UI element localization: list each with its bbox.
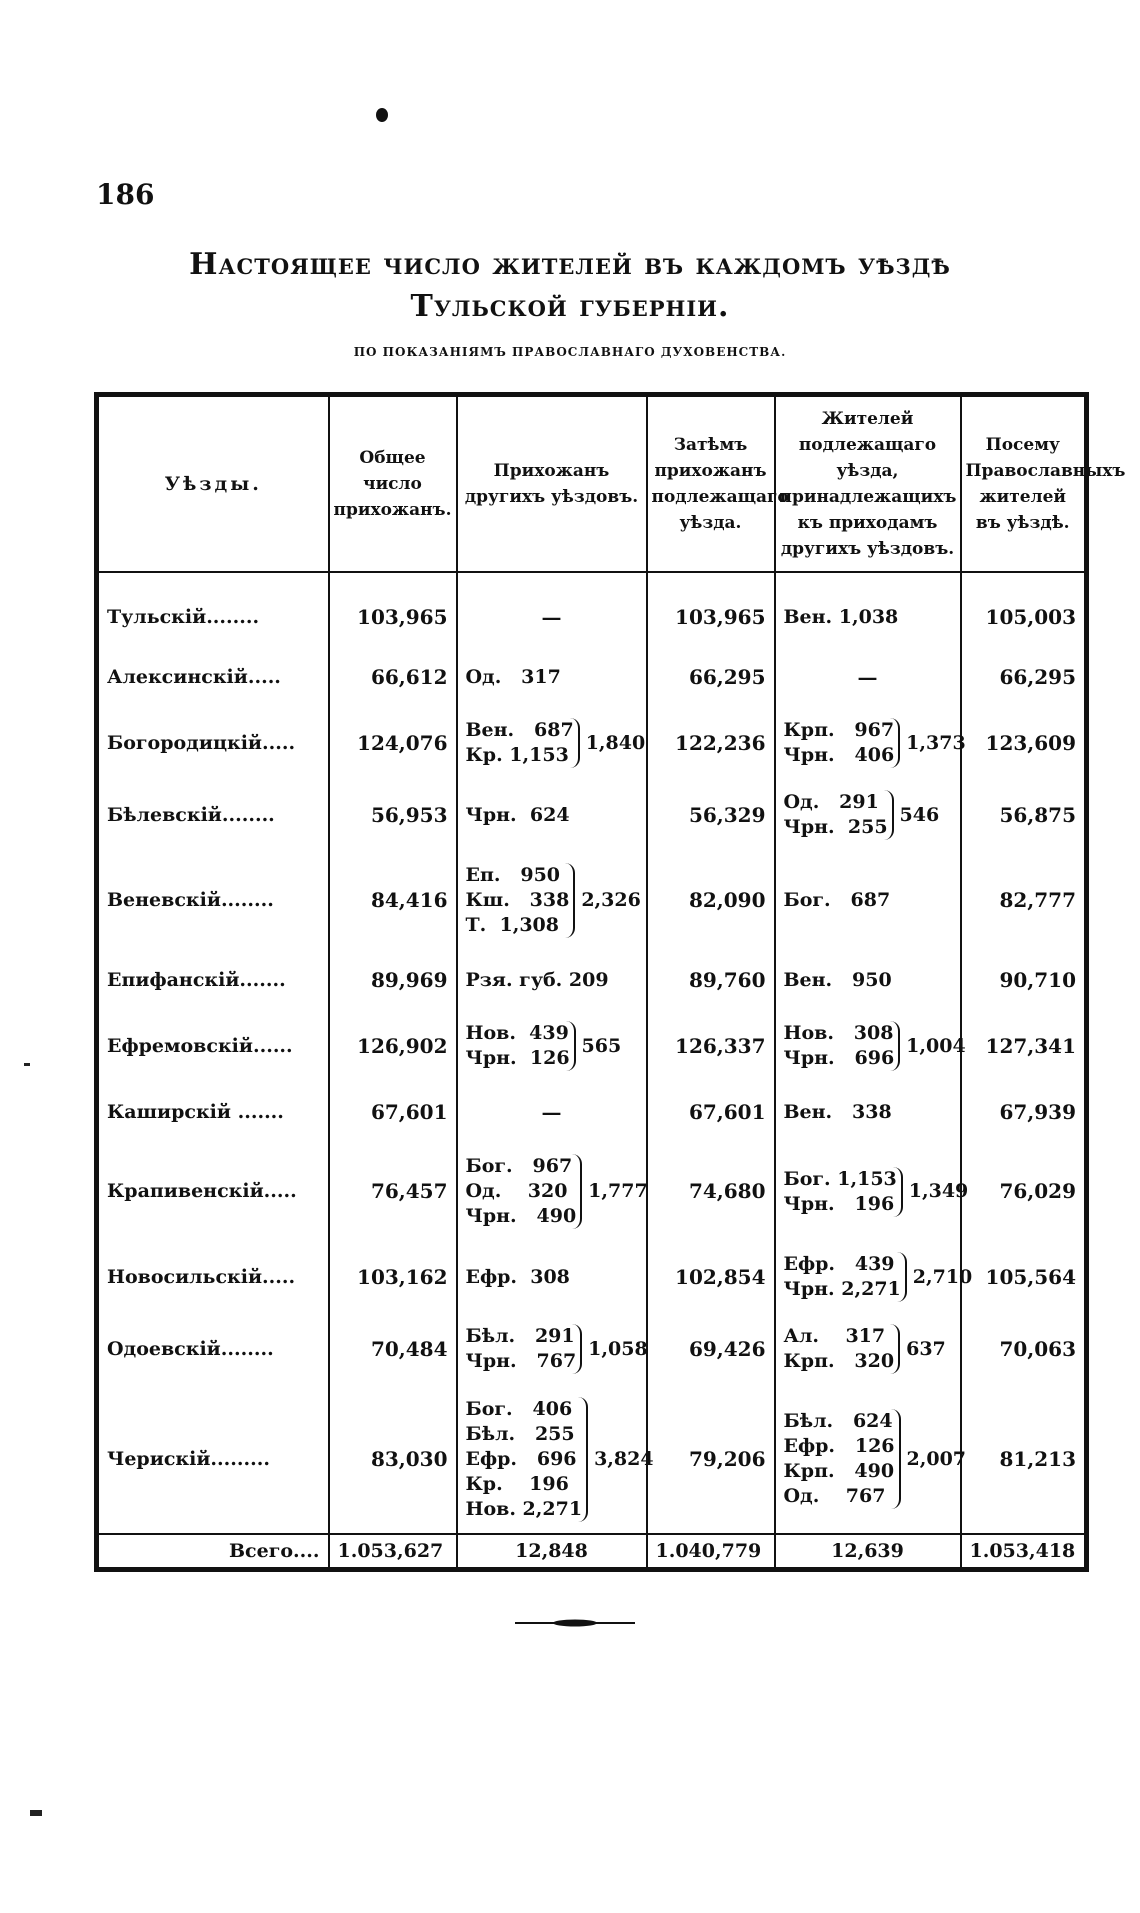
header-other-parishioners: Прихожанъ другихъ уѣздовъ. xyxy=(457,395,647,573)
totals-row xyxy=(97,1534,1087,1570)
other-parish-group xyxy=(466,968,638,993)
resident-sum: 1,373 xyxy=(906,731,966,754)
own-parishioners: 74,680 xyxy=(647,1142,775,1241)
other-parish-entry: Чрн. 126 xyxy=(465,1047,570,1069)
other-parish-group xyxy=(465,1154,648,1229)
table-row xyxy=(97,587,1087,647)
resident-entry: Крп. 320 xyxy=(783,1350,895,1372)
resident-brace xyxy=(784,790,894,840)
uezd-name: Черискій......... xyxy=(97,1385,329,1534)
residents-other-parishes xyxy=(775,587,961,647)
orthodox-residents: 67,939 xyxy=(961,1082,1087,1142)
other-parish-entry: Кр. 196 xyxy=(465,1472,569,1495)
other-parish-dash: — xyxy=(541,1099,562,1124)
totals-orthodox: 1.053,418 xyxy=(961,1534,1087,1570)
other-parish-entry: Чрн. 490 xyxy=(465,1205,577,1227)
total-parishioners: 124,076 xyxy=(329,707,457,779)
orthodox-residents: 76,029 xyxy=(961,1142,1087,1241)
own-parishioners: 56,329 xyxy=(647,779,775,851)
resident-entry: Бѣл. 624 xyxy=(783,1410,893,1432)
page-title xyxy=(0,244,1140,328)
resident-brace xyxy=(784,718,901,768)
total-parishioners: 84,416 xyxy=(329,851,457,950)
residents-other-parishes xyxy=(775,647,961,707)
other-parish-brace xyxy=(466,968,613,993)
resident-brace xyxy=(784,1324,901,1374)
residents-other-parishes xyxy=(775,950,961,1010)
total-parishioners: 89,969 xyxy=(329,950,457,1010)
total-parishioners: 70,484 xyxy=(329,1313,457,1385)
other-parishioners xyxy=(457,1385,654,1534)
total-parishioners: 83,030 xyxy=(329,1385,457,1534)
population-table-container xyxy=(94,392,1126,1572)
orthodox-residents: 82,777 xyxy=(961,851,1087,950)
ink-dot xyxy=(376,108,388,122)
table-row xyxy=(97,779,1087,851)
table-row xyxy=(97,851,1087,950)
resident-entry: Чрн. 255 xyxy=(783,816,888,838)
table-body xyxy=(97,572,1087,1534)
uezd-name: Крапивенскій..... xyxy=(97,1142,329,1241)
table-row xyxy=(97,1010,1087,1082)
other-parish-group xyxy=(466,665,638,690)
resident-entry: Вен. 950 xyxy=(783,968,892,991)
other-parishioners xyxy=(457,647,647,707)
other-parish-brace xyxy=(466,1324,583,1374)
uezd-name: Бѣлевскій........ xyxy=(97,779,329,851)
resident-dash: — xyxy=(857,664,878,689)
resident-brace xyxy=(784,968,896,993)
other-parish-sum: 1,840 xyxy=(585,731,646,754)
uezd-name: Одоевскій........ xyxy=(97,1313,329,1385)
resident-entry: Ал. 317 xyxy=(783,1325,886,1347)
other-parish-entry: Од. 317 xyxy=(465,665,561,688)
other-parishioners xyxy=(457,1082,647,1142)
other-parish-entry: Рзя. губ. 209 xyxy=(465,968,609,991)
orthodox-residents: 105,564 xyxy=(961,1241,1087,1313)
other-parish-entry: Кш. 338 xyxy=(465,889,570,911)
other-parishioners xyxy=(457,851,647,950)
other-parish-brace xyxy=(466,803,574,828)
totals-total: 1.053,627 xyxy=(329,1534,457,1570)
resident-entry: Ефр. 439 xyxy=(783,1253,895,1275)
resident-brace xyxy=(784,605,903,630)
table-row xyxy=(97,1142,1087,1241)
resident-entry: Од. 767 xyxy=(783,1485,886,1507)
resident-brace xyxy=(784,1409,901,1509)
other-parish-entry: Бог. 967 xyxy=(465,1155,573,1177)
own-parishioners: 69,426 xyxy=(647,1313,775,1385)
residents-other-parishes xyxy=(775,707,966,779)
other-parish-brace xyxy=(466,665,565,690)
other-parish-group xyxy=(465,1397,654,1522)
other-parish-entry: Бѣл. 291 xyxy=(465,1325,575,1347)
ornament-divider xyxy=(515,1618,635,1628)
resident-group xyxy=(783,1409,967,1509)
other-parishioners xyxy=(457,1241,647,1313)
other-parish-sum: 1,777 xyxy=(588,1180,648,1202)
other-parish-entry: Вен. 687 xyxy=(465,719,574,741)
resident-entry: Од. 291 xyxy=(783,791,879,813)
resident-group xyxy=(784,1324,952,1374)
own-parishioners: 82,090 xyxy=(647,851,775,950)
header-residents-other-parishes: Жителей подлежащаго уѣзда, принадлежащихъ къ приходамъ другихъ уѣздовъ. xyxy=(775,395,961,573)
total-parishioners: 126,902 xyxy=(329,1010,457,1082)
other-parish-entry: Кр. 1,153 xyxy=(465,744,569,766)
other-parish-brace xyxy=(466,863,576,938)
table-row xyxy=(97,1313,1087,1385)
totals-other: 12,848 xyxy=(457,1534,647,1570)
page-number: 186 xyxy=(96,178,155,211)
resident-entry: Чрн. 2,271 xyxy=(783,1278,901,1300)
total-parishioners: 103,162 xyxy=(329,1241,457,1313)
resident-group xyxy=(784,1100,952,1125)
resident-group xyxy=(784,605,952,630)
other-parish-brace xyxy=(466,1397,589,1522)
ink-speck xyxy=(30,1810,42,1816)
other-parishioners xyxy=(457,707,647,779)
uezd-name: Ефремовскій...... xyxy=(97,1010,329,1082)
resident-entry: Чрн. 696 xyxy=(783,1047,895,1069)
other-parishioners xyxy=(457,779,647,851)
other-parish-sum: 1,058 xyxy=(588,1337,648,1360)
resident-entry: Бог. 687 xyxy=(783,889,891,911)
other-parish-entry: Нов. 2,271 xyxy=(465,1497,583,1520)
table-row xyxy=(97,707,1087,779)
resident-group xyxy=(784,888,952,913)
header-total: Общее число прихожанъ. xyxy=(329,395,457,573)
resident-entry: Крп. 490 xyxy=(783,1460,895,1482)
resident-group xyxy=(783,1167,969,1217)
resident-entry: Чрн. 196 xyxy=(783,1192,895,1215)
own-parishioners: 89,760 xyxy=(647,950,775,1010)
other-parishioners xyxy=(457,1010,647,1082)
other-parish-brace xyxy=(466,1021,576,1071)
own-parishioners: 122,236 xyxy=(647,707,775,779)
orthodox-residents: 90,710 xyxy=(961,950,1087,1010)
resident-sum: 2,007 xyxy=(906,1447,967,1470)
other-parish-entry: Бѣл. 255 xyxy=(465,1422,575,1445)
resident-sum: 2,710 xyxy=(912,1265,973,1288)
resident-entry: Крп. 967 xyxy=(783,719,895,741)
resident-sum: 546 xyxy=(899,803,940,826)
resident-brace xyxy=(784,1100,896,1125)
orthodox-residents: 123,609 xyxy=(961,707,1087,779)
page-subtitle: ПО ПОКАЗАНІЯМЪ ПРАВОСЛАВНАГО ДУХОВЕНСТВА. xyxy=(353,345,787,359)
other-parish-dash: — xyxy=(541,604,562,629)
other-parish-sum: 565 xyxy=(581,1034,622,1057)
other-parish-entry: Чрн. 624 xyxy=(465,803,570,826)
resident-brace xyxy=(784,1021,901,1071)
residents-other-parishes xyxy=(775,1313,961,1385)
title-line-1: Настоящее число жителей въ каждомъ уѣздѣ xyxy=(189,247,951,282)
other-parish-entry: Бог. 406 xyxy=(465,1397,573,1420)
residents-other-parishes xyxy=(775,779,961,851)
own-parishioners: 66,295 xyxy=(647,647,775,707)
orthodox-residents: 66,295 xyxy=(961,647,1087,707)
own-parishioners: 102,854 xyxy=(647,1241,775,1313)
uezd-name: Тульскій........ xyxy=(97,587,329,647)
other-parish-sum: 3,824 xyxy=(594,1447,654,1470)
residents-other-parishes xyxy=(775,1010,966,1082)
other-parish-sum: 2,326 xyxy=(581,889,641,911)
resident-group xyxy=(783,1021,966,1071)
uezd-name: Епифанскій....... xyxy=(97,950,329,1010)
other-parishioners xyxy=(457,1142,647,1241)
totals-own: 1.040,779 xyxy=(647,1534,775,1570)
table-row xyxy=(97,1241,1087,1313)
other-parish-brace xyxy=(466,1154,583,1229)
other-parish-group xyxy=(466,1021,638,1071)
uezd-name: Каширскій ....... xyxy=(97,1082,329,1142)
table-header-row xyxy=(97,395,1087,573)
total-parishioners: 66,612 xyxy=(329,647,457,707)
other-parishioners xyxy=(457,587,647,647)
resident-group xyxy=(783,1252,973,1302)
table-row xyxy=(97,647,1087,707)
population-table xyxy=(94,392,1126,1572)
resident-brace xyxy=(784,1252,907,1302)
total-parishioners: 67,601 xyxy=(329,1082,457,1142)
other-parish-group xyxy=(465,863,641,938)
uezd-name: Алексинскій..... xyxy=(97,647,329,707)
table-spacer xyxy=(97,572,1087,587)
other-parish-group xyxy=(465,718,646,768)
resident-entry: Вен. 338 xyxy=(783,1100,892,1123)
own-parishioners: 103,965 xyxy=(647,587,775,647)
table-row xyxy=(97,1385,1087,1534)
resident-brace xyxy=(784,888,895,913)
header-uezd: Уѣзды. xyxy=(97,395,329,573)
resident-sum: 1,004 xyxy=(906,1034,966,1057)
total-parishioners: 103,965 xyxy=(329,587,457,647)
table-row xyxy=(97,1082,1087,1142)
header-orthodox-residents: Посему Православныхъ жителей въ уѣздѣ. xyxy=(961,395,1087,573)
orthodox-residents: 70,063 xyxy=(961,1313,1087,1385)
resident-entry: Вен. 1,038 xyxy=(783,605,899,628)
other-parish-entry: Еп. 950 xyxy=(465,864,561,886)
residents-other-parishes xyxy=(775,851,961,950)
resident-entry: Нов. 308 xyxy=(783,1022,894,1044)
own-parishioners: 79,206 xyxy=(647,1385,775,1534)
other-parish-brace xyxy=(466,718,580,768)
orthodox-residents: 56,875 xyxy=(961,779,1087,851)
other-parish-group xyxy=(466,803,638,828)
resident-group xyxy=(784,968,952,993)
resident-group xyxy=(783,718,966,768)
other-parish-group xyxy=(466,1265,638,1290)
total-parishioners: 56,953 xyxy=(329,779,457,851)
other-parish-entry: Ефр. 308 xyxy=(465,1265,570,1288)
totals-residents-other: 12,639 xyxy=(775,1534,961,1570)
resident-sum: 637 xyxy=(906,1337,946,1360)
table-row xyxy=(97,950,1087,1010)
other-parish-entry: Т. 1,308 xyxy=(465,914,559,936)
header-own-parishioners: Затѣмъ прихожанъ подлежащаго уѣзда. xyxy=(647,395,775,573)
totals-label: Всего.... xyxy=(97,1534,329,1570)
other-parish-group xyxy=(465,1324,648,1374)
other-parish-entry: Нов. 439 xyxy=(465,1022,569,1044)
orthodox-residents: 127,341 xyxy=(961,1010,1087,1082)
uezd-name: Веневскій........ xyxy=(97,851,329,950)
other-parishioners xyxy=(457,1313,647,1385)
own-parishioners: 67,601 xyxy=(647,1082,775,1142)
uezd-name: Богородицкій..... xyxy=(97,707,329,779)
other-parish-entry: Ефр. 696 xyxy=(465,1447,577,1470)
resident-group xyxy=(784,790,952,840)
resident-sum: 1,349 xyxy=(908,1180,969,1202)
resident-entry: Ефр. 126 xyxy=(783,1435,895,1457)
residents-other-parishes xyxy=(775,1142,969,1241)
ink-speck xyxy=(24,1063,30,1066)
other-parish-entry: Чрн. 767 xyxy=(465,1350,577,1372)
resident-entry: Чрн. 406 xyxy=(783,744,895,766)
other-parish-brace xyxy=(466,1265,574,1290)
other-parishioners xyxy=(457,950,647,1010)
title-line-2: Тульской губерніи. xyxy=(410,289,730,324)
resident-brace xyxy=(784,1167,903,1217)
uezd-name: Новосильскій..... xyxy=(97,1241,329,1313)
own-parishioners: 126,337 xyxy=(647,1010,775,1082)
residents-other-parishes xyxy=(775,1082,961,1142)
orthodox-residents: 105,003 xyxy=(961,587,1087,647)
residents-other-parishes xyxy=(775,1385,967,1534)
other-parish-entry: Од. 320 xyxy=(465,1180,568,1202)
resident-entry: Бог. 1,153 xyxy=(783,1167,897,1190)
total-parishioners: 76,457 xyxy=(329,1142,457,1241)
residents-other-parishes xyxy=(775,1241,973,1313)
orthodox-residents: 81,213 xyxy=(961,1385,1087,1534)
